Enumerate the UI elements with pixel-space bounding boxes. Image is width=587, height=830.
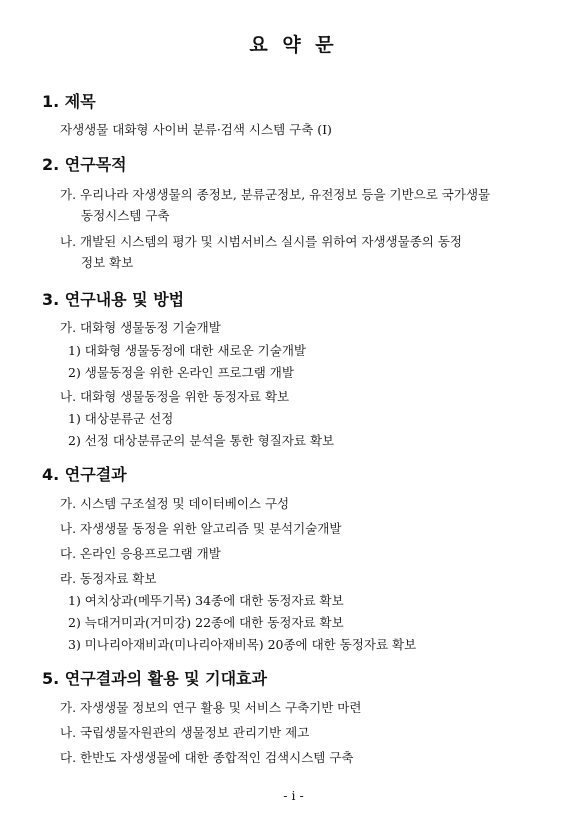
- section-line: 다. 온라인 응용프로그램 개발: [60, 546, 221, 561]
- section-line: 동정시스템 구축: [81, 208, 170, 223]
- section-line: 나. 자생생물 동정을 위한 알고리즘 및 분석기술개발: [60, 521, 342, 536]
- section-heading-purpose: 2. 연구목적: [42, 155, 127, 174]
- section-line: 자생생물 대화형 사이버 분류·검색 시스템 구축 (I): [60, 122, 332, 137]
- section-line: 2) 생물동정을 위한 온라인 프로그램 개발: [68, 365, 294, 380]
- section-line: 1) 대상분류군 선정: [68, 411, 174, 426]
- section-line: 나. 국립생물자원관의 생물정보 관리기반 제고: [60, 725, 310, 740]
- section-line: 가. 우리나라 자생생물의 종정보, 분류군정보, 유전정보 등을 기반으로 국가생물: [60, 187, 491, 202]
- section-line: 정보 확보: [81, 255, 134, 270]
- section-line: 2) 선정 대상분류군의 분석을 통한 형질자료 확보: [68, 433, 335, 448]
- section-line: 가. 시스템 구조설정 및 데이터베이스 구성: [60, 496, 290, 511]
- section-heading-methods: 3. 연구내용 및 방법: [42, 290, 185, 309]
- section-line: 가. 대화형 생물동정 기술개발: [60, 320, 221, 335]
- section-line: 1) 대화형 생물동정에 대한 새로운 기술개발: [68, 343, 306, 358]
- section-line: 1) 여치상과(메뚜기목) 34종에 대한 동정자료 확보: [68, 593, 344, 608]
- section-line: 나. 대화형 생물동정을 위한 동정자료 확보: [60, 389, 290, 404]
- section-line: 나. 개발된 시스템의 평가 및 시범서비스 실시를 위하여 자생생물종의 동정: [60, 234, 462, 249]
- section-line: 3) 미나리아재비과(미나리아재비목) 20종에 대한 동정자료 확보: [68, 637, 417, 652]
- section-line: 가. 자생생물 정보의 연구 활용 및 서비스 구축기반 마련: [60, 700, 362, 715]
- page-title: 요 약 문: [249, 34, 338, 56]
- section-heading-applications: 5. 연구결과의 활용 및 기대효과: [42, 669, 267, 688]
- section-line: 라. 동정자료 확보: [60, 571, 157, 586]
- section-line: 2) 늑대거미과(거미강) 22종에 대한 동정자료 확보: [68, 615, 344, 630]
- section-line: 다. 한반도 자생생물에 대한 종합적인 검색시스템 구축: [60, 750, 354, 765]
- section-heading-results: 4. 연구결과: [42, 465, 127, 484]
- section-heading-title: 1. 제목: [42, 92, 96, 111]
- page-number: - i -: [283, 788, 304, 803]
